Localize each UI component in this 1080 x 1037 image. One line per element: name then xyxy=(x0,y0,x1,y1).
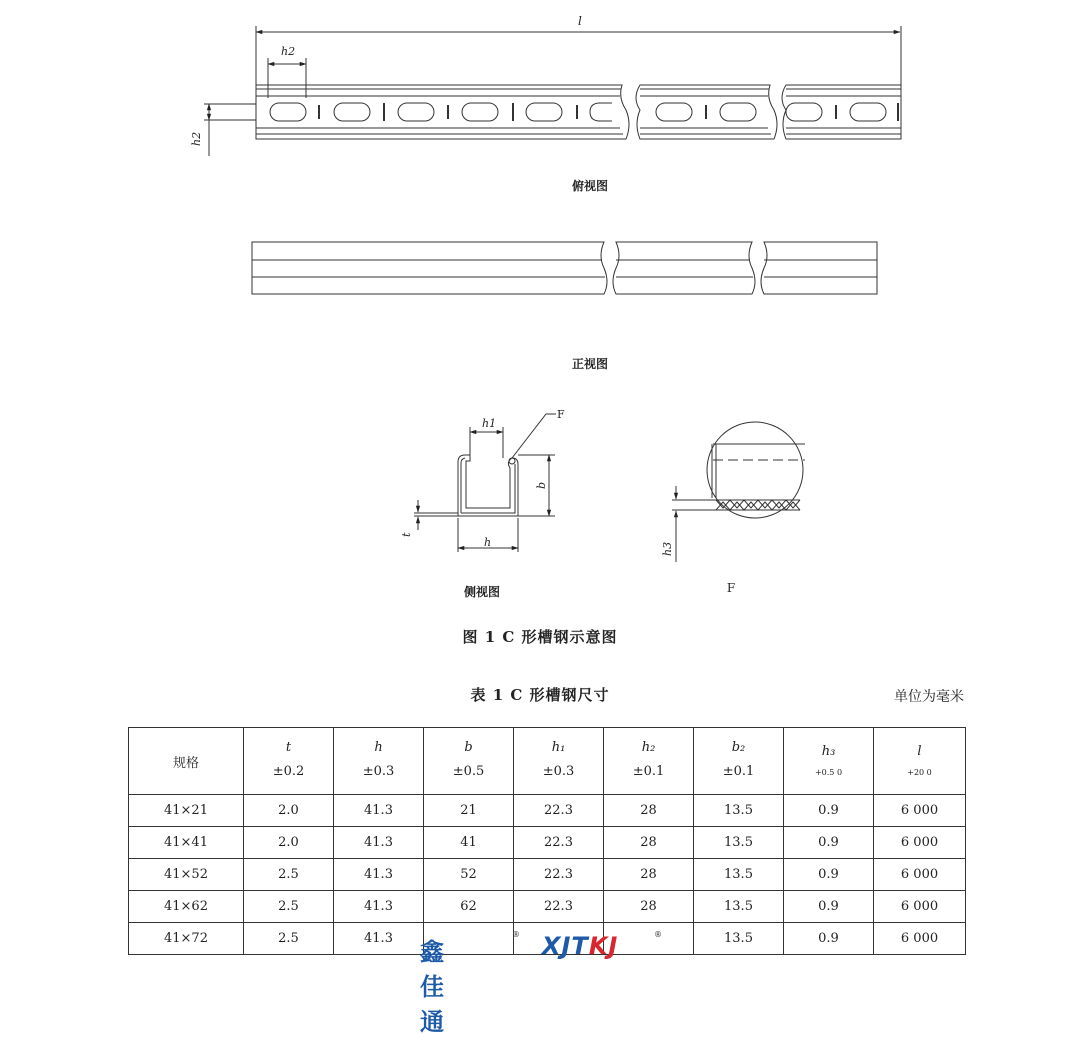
table-cell: 41×52 xyxy=(129,859,244,891)
table-cell: 0.9 xyxy=(784,923,874,955)
header-h3 xyxy=(784,728,874,795)
header-h1-tolerance: ±0.3 xyxy=(542,764,575,779)
leader-f-label: F xyxy=(557,408,565,421)
top-view xyxy=(204,26,901,156)
watermark-en-red: KJ xyxy=(588,932,619,960)
table-title: 表 1 C 形槽钢尺寸 xyxy=(470,686,610,704)
table-row xyxy=(129,827,966,859)
header-t-tolerance: ±0.2 xyxy=(272,764,305,779)
table-cell: 41×62 xyxy=(129,891,244,923)
header-b2-tolerance: ±0.1 xyxy=(722,764,755,779)
table-cell: 2.5 xyxy=(244,891,334,923)
header-h3-symbol: h₃ xyxy=(821,744,836,759)
header-h1 xyxy=(514,728,604,795)
header-b2 xyxy=(694,728,784,795)
dim-b-label: b xyxy=(535,481,548,489)
watermark-reg-mark-cn: ® xyxy=(512,930,520,939)
table-cell: 22.3 xyxy=(514,859,604,891)
header-l xyxy=(874,728,966,795)
dim-h2-side-label: h2 xyxy=(190,131,203,146)
table-cell: 2.0 xyxy=(244,795,334,827)
watermark-reg-mark-en: ® xyxy=(654,930,662,939)
header-b-tolerance: ±0.5 xyxy=(452,764,485,779)
table-cell: 41×21 xyxy=(129,795,244,827)
header-b-symbol: b xyxy=(464,740,473,755)
header-t-symbol: t xyxy=(285,740,292,755)
table-cell: 0.9 xyxy=(784,891,874,923)
dim-h2-top-label: h2 xyxy=(281,45,296,58)
watermark-en-text xyxy=(542,932,618,960)
header-b2-symbol: b₂ xyxy=(731,740,746,755)
caption-side-view: 侧视图 xyxy=(463,585,500,599)
table-cell: 0.9 xyxy=(784,827,874,859)
table-cell: 41×41 xyxy=(129,827,244,859)
table-row xyxy=(129,891,966,923)
table-cell: 6 000 xyxy=(874,891,966,923)
table-cell: 13.5 xyxy=(694,859,784,891)
table-cell: 41 xyxy=(424,827,514,859)
table-header-row xyxy=(129,728,966,795)
header-spec: 规格 xyxy=(129,728,244,795)
header-h2-tolerance: ±0.1 xyxy=(632,764,665,779)
header-b xyxy=(424,728,514,795)
header-h-tolerance: ±0.3 xyxy=(362,764,395,779)
table-cell: 41.3 xyxy=(334,923,424,955)
caption-front-view: 正视图 xyxy=(571,357,608,371)
table-cell: 41×72 xyxy=(129,923,244,955)
table-cell: 22.3 xyxy=(514,827,604,859)
table-cell: 21 xyxy=(424,795,514,827)
caption-top-view: 俯视图 xyxy=(571,179,608,193)
table-cell: 13.5 xyxy=(694,891,784,923)
table-cell: 0.9 xyxy=(784,795,874,827)
table-cell: 6 000 xyxy=(874,795,966,827)
table-cell: 13.5 xyxy=(694,923,784,955)
table-cell: 6 000 xyxy=(874,859,966,891)
table-cell: 13.5 xyxy=(694,827,784,859)
watermark-en-blue: XJT xyxy=(542,932,589,960)
header-h3-tolerance: +0.5 0 xyxy=(814,768,843,777)
table-cell: 0.9 xyxy=(784,859,874,891)
table-cell: 28 xyxy=(604,795,694,827)
watermark-cn-text: 鑫佳通 xyxy=(420,938,445,1036)
table-row xyxy=(129,795,966,827)
table-cell: 22.3 xyxy=(514,891,604,923)
table-cell: 52 xyxy=(424,859,514,891)
caption-detail-f: F xyxy=(726,581,736,595)
table-cell: 22.3 xyxy=(514,795,604,827)
table-cell: 28 xyxy=(604,827,694,859)
dim-h-label: h xyxy=(484,536,492,549)
header-l-tolerance: +20 0 xyxy=(907,768,932,777)
table-cell: 41.3 xyxy=(334,827,424,859)
header-h xyxy=(334,728,424,795)
unit-note: 单位为毫米 xyxy=(894,689,964,705)
dim-h1-label: h1 xyxy=(482,417,497,430)
table-cell: 41.3 xyxy=(334,859,424,891)
table-cell: 2.0 xyxy=(244,827,334,859)
detail-f xyxy=(672,422,805,562)
table-cell: 62 xyxy=(424,891,514,923)
figure-title: 图 1 C 形槽钢示意图 xyxy=(462,628,618,646)
front-view xyxy=(252,242,877,294)
dim-h3-label: h3 xyxy=(661,541,674,556)
header-h1-symbol: h₁ xyxy=(551,740,566,755)
table-cell: 41.3 xyxy=(334,891,424,923)
dim-l-label: l xyxy=(578,14,582,28)
table-cell: 6 000 xyxy=(874,923,966,955)
dim-t-label: t xyxy=(400,532,413,537)
header-h2 xyxy=(604,728,694,795)
header-l-symbol: l xyxy=(917,744,922,759)
header-t xyxy=(244,728,334,795)
header-h-symbol: h xyxy=(374,740,383,755)
spec-table xyxy=(128,727,966,955)
table-cell: 6 000 xyxy=(874,827,966,859)
table-cell: 28 xyxy=(604,891,694,923)
table-cell: 2.5 xyxy=(244,859,334,891)
table-cell: 28 xyxy=(604,859,694,891)
table-row xyxy=(129,859,966,891)
table-cell: 41.3 xyxy=(334,795,424,827)
table-cell: 13.5 xyxy=(694,795,784,827)
table-cell: 2.5 xyxy=(244,923,334,955)
header-h2-symbol: h₂ xyxy=(641,740,656,755)
